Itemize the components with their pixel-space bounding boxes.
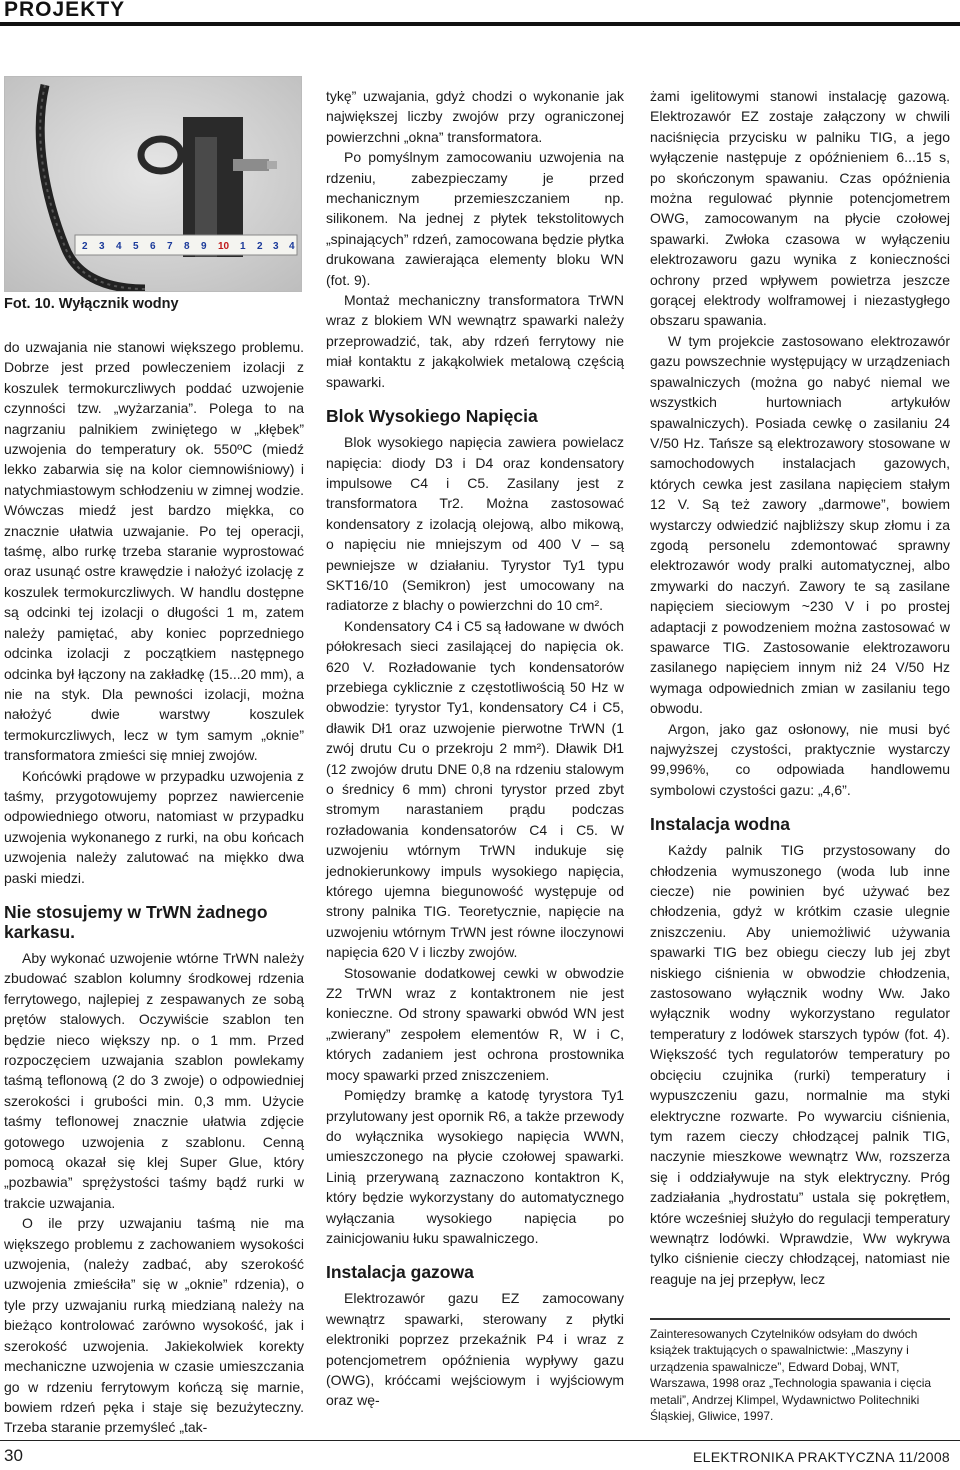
ruler-mark: 3 [273, 241, 279, 252]
paragraph: Każdy palnik TIG przystosowany do chłodzenia wymuszonego (woda lub inne ciecze) nie powinien być używać bez chłodzenia, gdyż w krótkim czasie ulegnie zniszczeniu. Aby uniemożliwić używania spawarki TIG bez obiegu cieczy lub jej zbyt niskiego ciśnienia w obwodzie chłodzenia, zastosowano wyłącznik wodny Ww. Jako wyłącznik wodny wykorzystano regulator temperatury z lodówek starszych typów (fot. 4). Większość tych regulatorów temperatury po obcięciu czujnika (rurki) temperatury i wypuszczeniu gazu, normalnie ma styki elektryczne rozwarte. Po wywarciu ciśnienia, tym razem cieczy chłodzącej palnik TIG, naczynie mieszkowe wewnątrz Ww, rozszerza się i oddziaływuje na styk elektryczny. Próg zadziałania „hydrostatu” ustala się pokrętłem, które wcześniej służyło do regulacji temperatury wewnątrz lodówki. Wprawdzie, Ww wykrywa tylko ciśnienie cieczy chłodzącej, natomiast nie reaguje na jej przepływ, lecz [650, 842, 950, 1287]
photo-caption: Fot. 10. Wyłącznik wodny [4, 296, 179, 312]
paragraph: Pomiędzy bramkę a katodę tyrystora Ty1 przylutowany jest opornik R6, a także przewody do wyłącznika wysokiego napięcia WWN, umieszczonego na płycie czołowej spawarki. Linią przerywaną zaznaczono kontaktron K, który będzie wykorzystany do automatycznego wyłączania wysokiego napięcia po zainicjowaniu łuku spawalniczego. [326, 1087, 624, 1246]
article-column-3 [650, 86, 950, 1289]
ruler-mark: 6 [150, 241, 156, 252]
section-heading: Instalacja wodna [650, 814, 791, 835]
page-number: 30 [4, 1446, 23, 1465]
water-switch-photo-graphic [5, 77, 301, 291]
paragraph: Aby wykonać uzwojenie wtórne TrWN należy zbudować szablon kolumny środkowej rdzenia ferrytowego, najlepiej z zespawanych ze sobą prętów stalowych. Oczywiście szablon ten będzie nieco większy np. o 1 mm. Przed rozpoczęciem uzwajania szablon powlekamy taśmą teflonową (2 do 3 zwoje) o odpowiedniej szerokości i grubości min. 0,3 mm. Użycie taśmy teflonowej znacznie ułatwia zdjęcie gotowego uzwojenia z szablonu. Cenną pomocą okazał się klej Super Glue, który „pozbawia” sprężystości taśmy bądź rurki w trakcie uzwajania. [4, 949, 304, 1211]
paragraph: Montaż mechaniczny transformatora TrWN wraz z blokiem WN wewnątrz spawarki należy przeprowadzić, tak, aby rdzeń ferrytowy nie miał kontaktu z jakąkolwiek metalową częścią spawarki. [326, 292, 624, 390]
water-switch-photo [4, 76, 302, 292]
ruler-mark: 1 [240, 241, 246, 252]
ruler-mark: 3 [99, 241, 105, 252]
paragraph: Blok wysokiego napięcia zawiera powielacz napięcia: diody D3 i D4 oraz kondensatory impulsowe C4 i C5. Zasilany jest z transformatora Tr2. Można zastosować kondensatory z izolacją olejową, albo mikową, o napięciu nie mniejszym od 400 V – są pewniejsze w działaniu. Tyrystor Ty1 typu SKT16/10 (Semikron) jest umocowany na radiatorze z blachy o powierzchni do 10 cm². [326, 434, 624, 614]
ruler-mark: 2 [257, 241, 263, 252]
article-column-2 [326, 86, 624, 1411]
ruler-mark: 10 [218, 241, 230, 252]
paragraph: do uzwajania nie stanowi większego problemu. Dobrze jest przed powleczeniem izolacji z koszulek termokurczliwych poddać uzwojenie czynności tzw. „wyżarzania”. Polega to na nagrzaniu palnikiem zwiniętego w „kłębek” uzwojenia do temperatury ok. 550ºC (miedź lekko zabarwia się na kolor ciemnowiśniowy) i natychmiastowym schłodzeniu w zimnej wodzie. Wówczas miedź jest bardzo miękka, co znacznie ułatwia uzwajanie. Po tej operacji, taśmę, albo rurkę trzeba staranie wyprostować oraz usunąć ostre krawędzie i nałożyć izolację z koszulek termokurczliwych. W handlu dostępne są odcinki tej izolacji o długości 1 m, zatem należy pamiętać, aby koniec poprzedniego odcinka izolacji z początkiem następnego odcinka był łączony na zakładkę (15...20 mm), a nie na styk. Dla pewności izolacji, można nałożyć dwie warstwy koszulek termokurczliwych, lecz w tym samym „oknie” transformatora zmieści się mniej zwojów. [4, 339, 304, 764]
paragraph: Po pomyślnym zamocowaniu uzwojenia na rdzeniu, zabezpieczamy je przed mechanicznym przemieszczaniem np. silikonem. Na jednej z płytek tekstolitowych „spinających” rdzeń, zamocowana będzie płytka drukowana zawierająca elementy bloku WN (fot. 9). [326, 149, 624, 288]
ruler-mark: 2 [82, 241, 88, 252]
paragraph: tykę” uzwajania, gdyż chodzi o wykonanie jak największej liczby zwojów przy ograniczonej powierzchni „okna” transformatora. [326, 88, 624, 145]
header-rule [0, 22, 960, 26]
section-heading: Instalacja gazowa [326, 1262, 474, 1283]
paragraph: Kondensatory C4 i C5 są ładowane w dwóch półokresach sieci zasilającej do napięcia ok. 620 V. Rozładowanie tych kondensatorów przebiega cyklicznie z częstotliwością 50 Hz w obwodzie: tyrystor Ty1, kondensatory C4 i C5, dławik Dł1 oraz uzwojenie pierwotne TrWN (1 zwój drutu Cu o przekroju 2 mm²). Dławik Dł1 (12 zwojów drutu DNE 0,8 na rdzeniu stalowym o średnicy 6 mm) chroni tyrystor przed zbyt stromym narastaniem prądu podczas rozładowania kondensatorów C4 i C5. W uzwojeniu wtórnym TrWN indukuje się jednokierunkowy impuls wysokiego napięcia, którego ujemna biegunowość występuje od strony palnika TIG. Teoretycznie, napięcie na uzwojeniu wtórnym TrWN jest równe iloczynowi napięcia 620 V i liczby zwojów. [326, 617, 624, 961]
reference-text: Zainteresowanych Czytelników odsyłam do dwóch książek traktujących o spawalnictwie: „Maszyny i urządzenia spawalnicze”, Edward Dobaj, WNT, Warszawa, 1998 oraz „Technologia spawania i cięcia metali”, Andrzej Klimpel, Wydawnictwo Politechniki Śląskiej, Gliwice, 1997. [650, 1327, 932, 1424]
ruler-mark: 4 [289, 241, 295, 252]
section-title: PROJEKTY [4, 0, 126, 21]
paragraph: W tym projekcie zastosowano elektrozawór gazu powszechnie występujący w urządzeniach spawalniczych (można go nabyć niemal we wszystkich hurtowniach artykułów spawalniczych). Posiada cewkę o zasilaniu 24 V/50 Hz. Tańsze są elektrozawory stosowane w samochodowych instalacjach gazowych, których cewka jest zasilana napięciem stałym 12 V. Są też zawory „darmowe”, bowiem wystarczy odwiedzić najbliższy skup złomu i za zgodą personelu zdemontować sprawny elektrozawór wody pralki automatycznej, albo zmywarki do naczyń. Zawory te są zasilane napięciem sieciowym ~230 V i po prostej adaptacji z powodzeniem można zastosować w spawarce TIG. Zastosowanie elektrozaworu zasilanego napięciem innym niż 24 V/50 Hz wymaga odpowiednich zmian w zasilaniu tego obwodu. [650, 332, 950, 717]
footer-rule [0, 1440, 960, 1441]
paragraph: Stosowanie dodatkowej cewki w obwodzie Z2 TrWN wraz z kontaktronem nie jest konieczne. Od strony spawarki obwód WN jest „zwierany” zespołem elementów R, W i C, których zadaniem jest ochrona prostownika mocy spawarki przed zniszczeniem. [326, 964, 624, 1083]
section-heading: Blok Wysokiego Napięcia [326, 406, 538, 427]
section-heading: Nie stosujemy w TrWN żadnego karkasu. [4, 901, 268, 942]
ruler-mark: 8 [184, 241, 190, 252]
reference-box [650, 1318, 950, 1424]
ruler-mark: 5 [133, 241, 139, 252]
magazine-issue: ELEKTRONIKA PRAKTYCZNA 11/2008 [693, 1449, 950, 1465]
paragraph: Argon, jako gaz osłonowy, nie musi być najwyższej czystości, praktycznie wystarczy 99,996%, co odpowiada handlowemu symbolowi czystości gazu: „4,6”. [650, 720, 950, 798]
paragraph: Elektrozawór gazu EZ zamocowany wewnątrz spawarki, sterowany z płytki elektroniki poprzez przekaźnik P4 i wraz z potencjometrem opóźnienia wypływy gazu (OWG), króćcami wejściowym i wyjściowym oraz wę- [326, 1290, 624, 1409]
paragraph: O ile przy uzwajaniu taśmą nie ma większego problemu z zachowaniem wysokości uzwojenia, (należy zadbać, aby szerokość uzwojenia zmieściła” się w „oknie” rdzenia), o tyle przy uzwajaniu rurką miedzianą należy na bieżąco kontrolować zarówno wysokość, jak i szerokość uzwojenia. Jakiekolwiek korekty mechaniczne uzwojenia w czasie umieszczania go w rdzeniu ferrytowym kończą się marnie, bowiem rdzeń pęka i staje się bezużyteczny. Trzeba staranie przemyśleć „tak- [4, 1215, 304, 1436]
page-header [0, 0, 960, 26]
paragraph: Końcówki prądowe w przypadku uzwojenia z taśmy, przygotowujemy poprzez nawiercenie odpowiedniego otworu, natomiast w przypadku uzwojenia wykonanego z rurki, na obu końcach uzwojenia należy zalutować na miękko dwa paski miedzi. [4, 767, 304, 886]
article-column-1 [4, 337, 304, 1438]
ruler-mark: 7 [167, 241, 173, 252]
ruler-mark: 9 [201, 241, 207, 252]
ruler-mark: 4 [116, 241, 122, 252]
paragraph: żami igelitowymi stanowi instalację gazową. Elektrozawór EZ zostaje załączony w chwili naciśnięcia przycisku w palniku TIG, a jego wyłączenie następuje z opóźnieniem 6...15 s, po skończonym spawaniu. Czas opóźnienia można regulować płynnie potencjometrem OWG, zamocowanym na płycie czołowej spawarki. Zwłoka czasowa w wyłączeniu elektrozaworu gazu wynika z konieczności ochrony przed wpływem powietrza jeszcze gorącej elektrody wolframowej i niezastygłego obszaru spawania. [650, 88, 950, 329]
